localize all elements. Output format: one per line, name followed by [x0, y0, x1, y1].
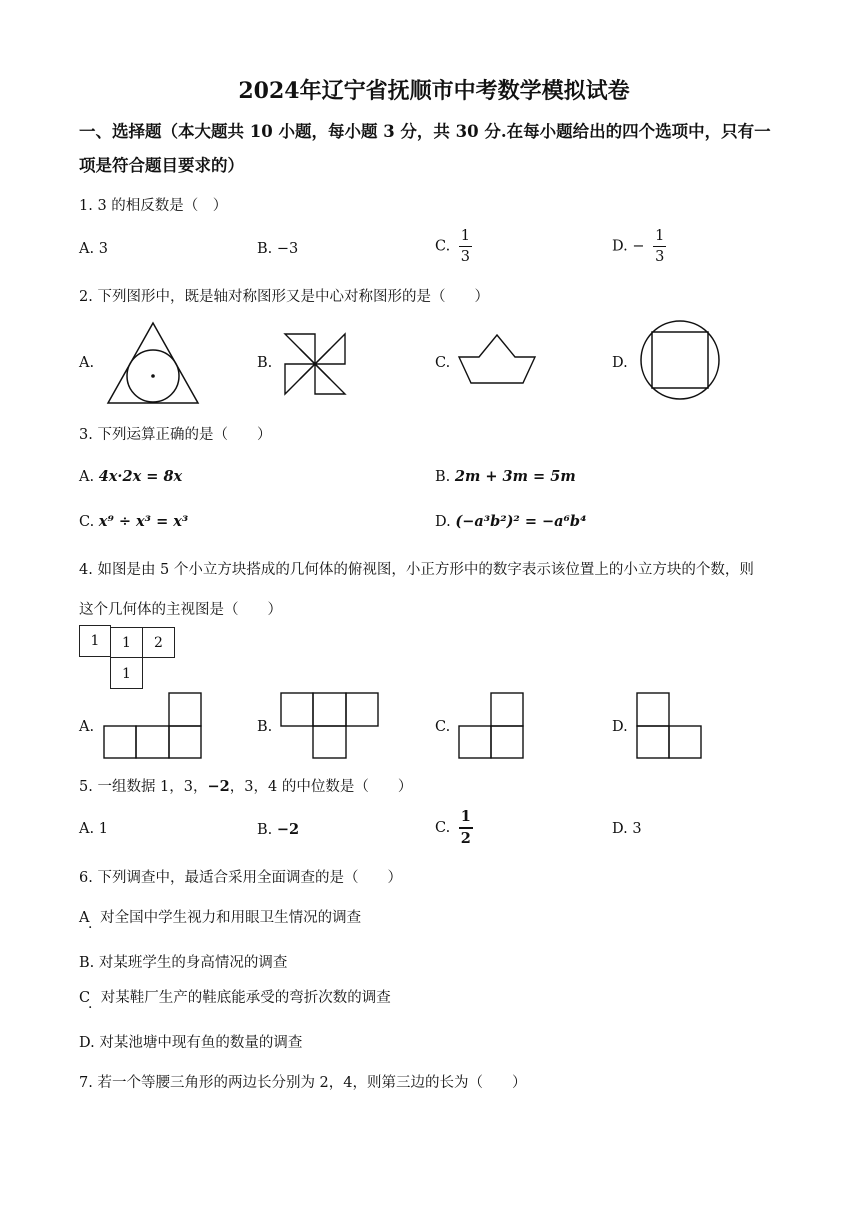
page-title: 2024年辽宁省抚顺市中考数学模拟试卷 [238, 78, 630, 104]
q6-option-a [79, 906, 361, 927]
q4-option-c-label: C. [435, 719, 451, 735]
top-view-cell: 1 [110, 657, 143, 689]
section-header-line2: 项是符合题目要求的） [79, 156, 244, 175]
q2-option-b-label: B. [257, 355, 273, 371]
q3-option-a-label: A. [79, 469, 99, 485]
q1-option-c-fraction [459, 229, 472, 264]
boat-figure [457, 333, 537, 385]
q7-stem: 7. 若一个等腰三角形的两边长分别为 2，4，则第三边的长为（ ） [79, 1075, 527, 1091]
q3-stem: 3. 下列运算正确的是（ ） [79, 427, 272, 443]
q6-option-c-label: C [79, 990, 91, 1006]
q3-option-a-expr: 4x·2x = 8x [98, 468, 183, 485]
q5-stem-negative: −2 [207, 778, 230, 795]
q3-option-a [79, 468, 182, 485]
section-header-line1: 一、选择题（本大题共 10 小题，每小题 3 分，共 30 分.在每小题给出的四个选项中，只有一 [79, 122, 771, 141]
q3-option-d [435, 513, 586, 530]
q6-option-a-dot: · [88, 920, 93, 936]
q3-option-c [79, 513, 188, 530]
q6-option-c [79, 986, 391, 1007]
q1-option-c-label: C. [435, 238, 451, 255]
q5-option-c-label: C. [435, 820, 455, 836]
q3-option-b-label: B. [435, 469, 455, 485]
q1-option-d-label: D. − [612, 238, 645, 255]
q6-option-c-text: 对某鞋厂生产的鞋底能承受的弯折次数的调查 [100, 990, 391, 1006]
q5-option-b [257, 821, 299, 838]
q6-option-d: D. 对某池塘中现有鱼的数量的调查 [79, 1035, 303, 1051]
front-view-c-figure [458, 692, 526, 760]
q2-option-a-label: A. [79, 355, 95, 371]
q3-option-c-expr: x⁹ ÷ x³ = x³ [98, 513, 189, 530]
q3-option-d-label: D. [435, 514, 456, 530]
q1-c-numerator: 1 [459, 229, 472, 247]
q5-stem-post: ，3，4 的中位数是（ ） [229, 779, 413, 795]
q3-option-b-expr: 2m + 3m = 5m [454, 468, 576, 485]
q1-option-b-value: −3 [276, 241, 299, 257]
q3-option-d-expr: (−a³b²)² = −a⁶b⁴ [455, 513, 587, 530]
q5-stem-pre: 5. 一组数据 1，3， [79, 779, 208, 795]
q6-option-c-dot: · [88, 1000, 93, 1016]
top-view-cell: 1 [110, 627, 143, 658]
q5-c-numerator: 1 [459, 810, 473, 829]
q4-option-a-label: A. [79, 719, 95, 735]
q5-option-a: A. 1 [79, 821, 108, 837]
q1-d-numerator: 1 [653, 229, 666, 247]
q5-stem [79, 775, 412, 796]
q6-option-a-label: A [79, 910, 90, 926]
q1-option-b [257, 241, 298, 257]
q6-option-b: B. 对某班学生的身高情况的调查 [79, 955, 288, 971]
circle-square-figure [639, 319, 721, 401]
q5-option-c-fraction [459, 810, 473, 846]
q1-c-denominator: 3 [460, 248, 471, 265]
q1-d-denominator: 3 [655, 248, 665, 265]
q5-option-b-label: B. [257, 822, 277, 838]
q2-option-c-label: C. [435, 355, 451, 371]
top-view-cell: 1 [79, 625, 111, 657]
triangle-incircle-figure [106, 320, 200, 406]
q1-stem: 1. 3 的相反数是（ ） [79, 198, 228, 214]
top-view-cell: 2 [142, 627, 175, 658]
q4-stem-line1: 4. 如图是由 5 个小立方块搭成的几何体的俯视图，小正方形中的数字表示该位置上的小立方块的个数，则 [79, 562, 754, 578]
front-view-a-figure [103, 692, 203, 760]
q4-stem-line2: 这个几何体的主视图是（ ） [79, 602, 282, 618]
q3-option-c-label: C. [79, 514, 99, 530]
q5-option-c [435, 810, 473, 846]
q5-option-d: D. 3 [612, 821, 642, 837]
q1-option-d-fraction [653, 229, 666, 264]
q6-option-a-text: 对全国中学生视力和用眼卫生情况的调查 [100, 910, 362, 926]
pinwheel-figure [284, 333, 346, 395]
front-view-b-figure [280, 692, 380, 760]
q4-option-b-label: B. [257, 719, 273, 735]
q2-option-d-label: D. [612, 355, 628, 371]
q1-option-a: A. 3 [79, 241, 108, 257]
q1-option-d [612, 229, 666, 264]
q3-option-b [435, 468, 576, 485]
q4-option-d-label: D. [612, 719, 628, 735]
front-view-d-figure [636, 692, 704, 760]
q2-stem: 2. 下列图形中，既是轴对称图形又是中心对称图形的是（ ） [79, 289, 489, 305]
q1-option-c [435, 229, 472, 264]
q5-c-denominator: 2 [460, 829, 471, 847]
q6-stem: 6. 下列调查中，最适合采用全面调查的是（ ） [79, 870, 402, 886]
q1-option-b-label: B. [257, 241, 277, 257]
q5-option-b-value: −2 [276, 821, 300, 838]
